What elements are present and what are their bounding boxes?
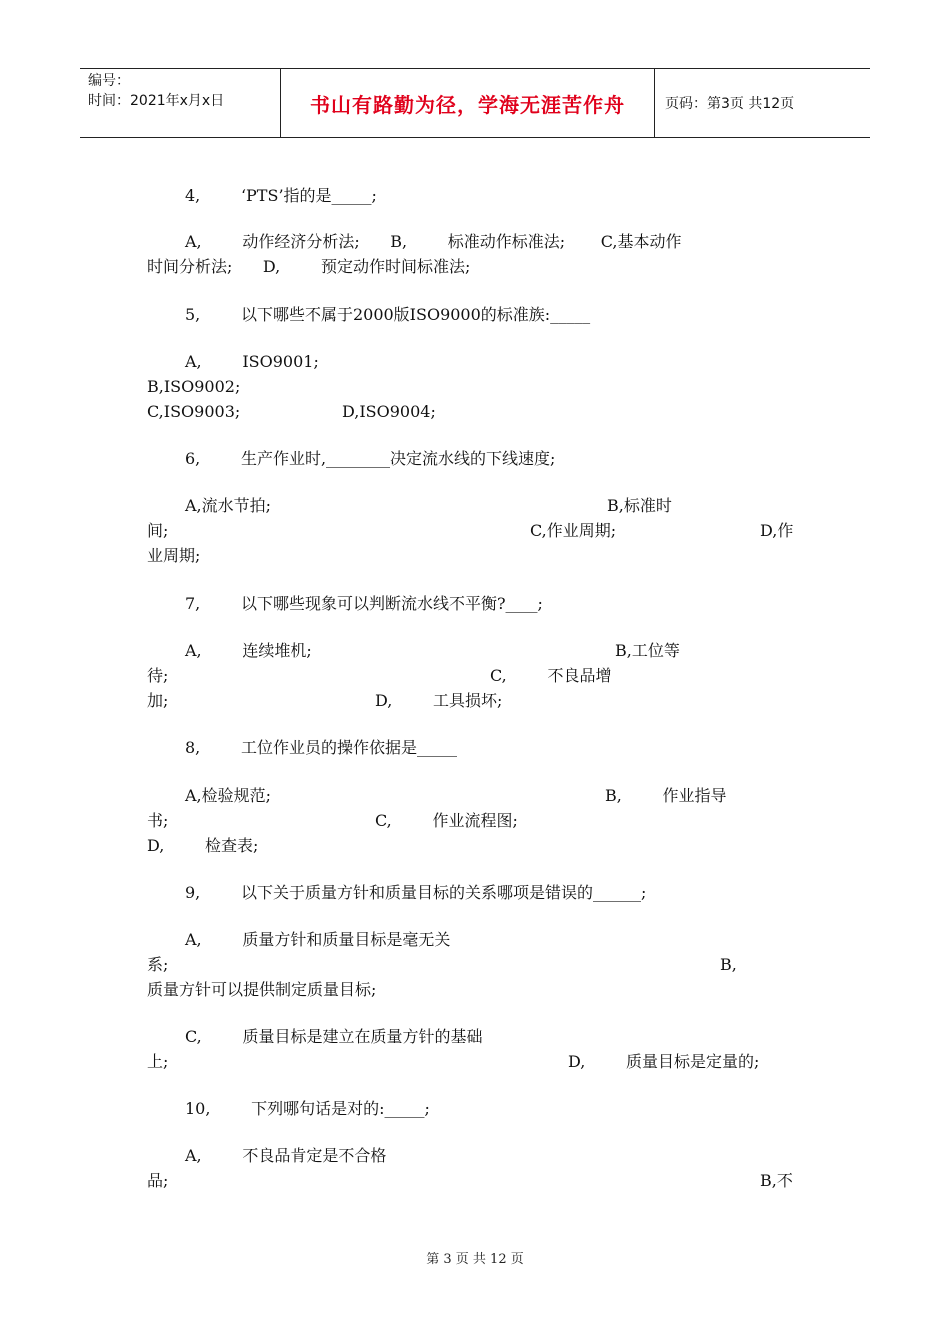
option-line: C,作业周期; <box>530 521 617 540</box>
option-line: B, <box>720 955 737 974</box>
option-line: D, 工具损坏; <box>375 691 503 710</box>
option-line: D, 质量目标是定量的; <box>568 1052 760 1071</box>
option-line: D, 检查表; <box>147 836 259 855</box>
option-line: A, 不良品肯定是不合格 <box>185 1146 387 1165</box>
serial-label: 编号： <box>88 73 130 89</box>
page-info-text: 页码：第3页 共12页 <box>665 96 795 112</box>
motto-text: 书山有路勤为径，学海无涯苦作舟 <box>310 92 625 117</box>
question-line: 8, 工位作业员的操作依据是_____ <box>185 738 457 757</box>
option-line: B,ISO9002; <box>147 377 241 396</box>
question-line: 4, ‘PTS’指的是_____; <box>185 186 377 205</box>
option-line: B,不 <box>760 1171 793 1190</box>
question-line: 5, 以下哪些不属于2000版ISO9000的标准族:_____ <box>185 305 591 324</box>
option-line: 品; <box>147 1171 169 1190</box>
option-line: A,流水节拍; <box>185 496 272 515</box>
question-line: 6, 生产作业时,________决定流水线的下线速度; <box>185 449 556 468</box>
option-line: B,工位等 <box>615 641 680 660</box>
option-line: A,检验规范; <box>185 786 272 805</box>
option-line: 加; <box>147 691 169 710</box>
option-line: A, 动作经济分析法; B, 标准动作标准法; C,基本动作 <box>185 232 682 251</box>
option-line: B,标准时 <box>607 496 672 515</box>
option-line: A, 连续堆机; <box>185 641 312 660</box>
option-line: 质量方针可以提供制定质量目标; <box>147 980 377 999</box>
option-line: D,作 <box>760 521 794 540</box>
question-line: 10, 下列哪句话是对的:_____; <box>185 1099 430 1118</box>
option-line: A, 质量方针和质量目标是毫无关 <box>185 930 451 949</box>
page-footer: 第 3 页 共 12 页 <box>426 1252 524 1267</box>
header-meta <box>80 69 281 137</box>
time-text: 时间：2021年x月x日 <box>88 93 225 109</box>
option-line: C, 质量目标是建立在质量方针的基础 <box>185 1027 483 1046</box>
question-line: 7, 以下哪些现象可以判断流水线不平衡?____; <box>185 594 543 613</box>
question-line: 9, 以下关于质量方针和质量目标的关系哪项是错误的______; <box>185 883 647 902</box>
header-motto-cell <box>281 69 655 137</box>
option-line: 时间分析法; D, 预定动作时间标准法; <box>147 257 471 276</box>
option-line: 业周期; <box>147 546 201 565</box>
option-line: 上; <box>147 1052 169 1071</box>
option-line: A, ISO9001; <box>185 352 319 371</box>
option-line: C,ISO9003; D,ISO9004; <box>147 402 436 421</box>
header-page-info <box>655 69 870 137</box>
option-line: 待; <box>147 666 169 685</box>
option-line: B, 作业指导 <box>605 786 727 805</box>
page-header <box>80 68 870 138</box>
option-line: C, 作业流程图; <box>375 811 518 830</box>
option-line: 间; <box>147 521 169 540</box>
option-line: 系; <box>147 955 169 974</box>
option-line: 书; <box>147 811 169 830</box>
option-line: C, 不良品增 <box>490 666 612 685</box>
